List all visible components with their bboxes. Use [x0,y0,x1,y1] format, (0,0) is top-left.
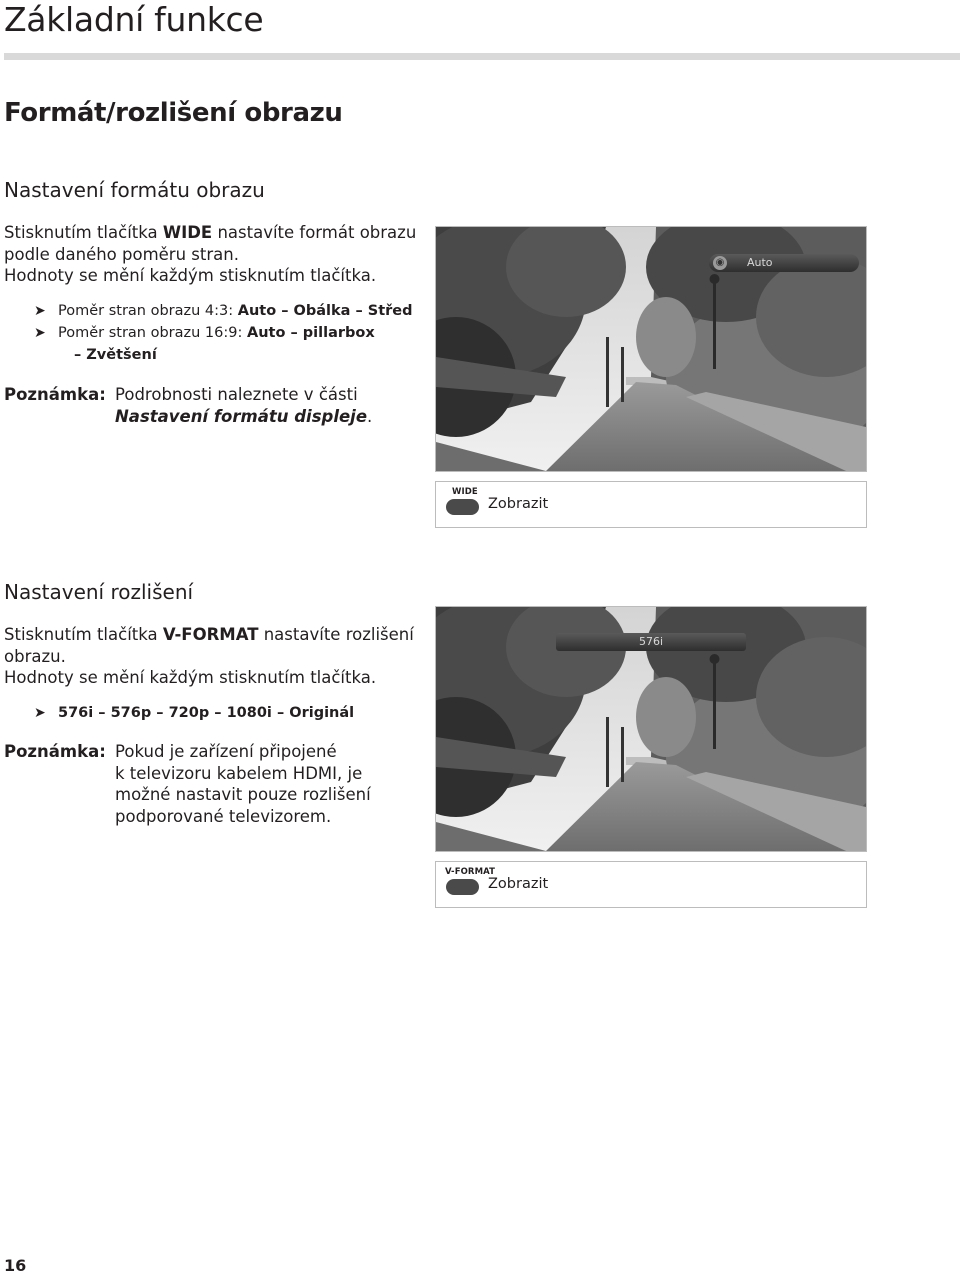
page-header-title: Základní funkce [4,0,264,39]
note-line-4: podporované televizorem. [115,806,332,826]
note-line-1: Podrobnosti naleznete v části [115,385,358,404]
format-bullet-16-9-continuation: – Zvětšení [74,347,157,363]
v-format-button-box [435,861,867,908]
resolution-intro-line-2: obrazu. [4,646,66,666]
note-label: Poznámka: [4,385,106,404]
note-line-2: Nastavení formátu displeje. [115,406,373,426]
note-label: Poznámka: [4,742,106,761]
format-intro [4,222,424,287]
format-heading: Nastavení formátu obrazu [4,178,265,202]
arrowhead-right-icon: ➤ [34,325,46,341]
note-line-1: Pokud je zařízení připojené [115,742,337,761]
osd-value: 576i [638,635,664,648]
resolution-intro [4,624,424,689]
wide-button-box [435,481,867,528]
tv-screen-photo-resolution [435,606,867,852]
arrowhead-right-icon: ➤ [34,705,46,721]
resolution-intro-line-3: Hodnoty se mění každým stisknutím tlačítka. [4,668,377,687]
osd-banner [709,254,859,272]
header-rule [4,53,960,60]
format-intro-line-3: Hodnoty se mění každým stisknutím tlačítka. [4,266,377,285]
format-bullet-4-3: ➤ Poměr stran obrazu 4:3: Auto – Obálka – Střed [4,300,424,322]
resolution-note [4,741,434,827]
resolution-intro-line-1: Stisknutím tlačítka V-FORMAT nastavíte rozlišení [4,625,414,644]
resolution-bullet: ➤ 576i – 576p – 720p – 1080i – Originál [4,702,424,724]
note-line-3: možné nastavit pouze rozlišení [115,785,371,804]
v-format-key-label: V-FORMAT [445,867,496,877]
note-line-2: k televizoru kabelem HDMI, je [115,763,363,783]
arrowhead-right-icon: ➤ [34,303,46,319]
v-format-button[interactable] [446,879,479,895]
format-note [4,384,434,427]
resolution-heading: Nastavení rozlišení [4,580,194,604]
v-format-action-label: Zobrazit [488,876,549,892]
wide-key-label: WIDE [452,487,478,497]
osd-value: Auto [747,256,773,269]
globe-icon: ◉ [713,256,727,270]
tv-screen-photo-format [435,226,867,472]
resolution-bullets [4,702,424,724]
wide-button[interactable] [446,499,479,515]
page-number: 16 [4,1256,27,1275]
osd-banner [556,633,746,651]
format-intro-line-1: Stisknutím tlačítka WIDE nastavíte formát obrazu [4,223,417,242]
format-bullets [4,300,424,366]
wide-action-label: Zobrazit [488,496,549,512]
section-title: Formát/rozlišení obrazu [4,98,343,128]
format-bullet-16-9: ➤ Poměr stran obrazu 16:9: Auto – pillarbox [4,322,424,344]
format-intro-line-2: podle daného poměru stran. [4,244,239,264]
